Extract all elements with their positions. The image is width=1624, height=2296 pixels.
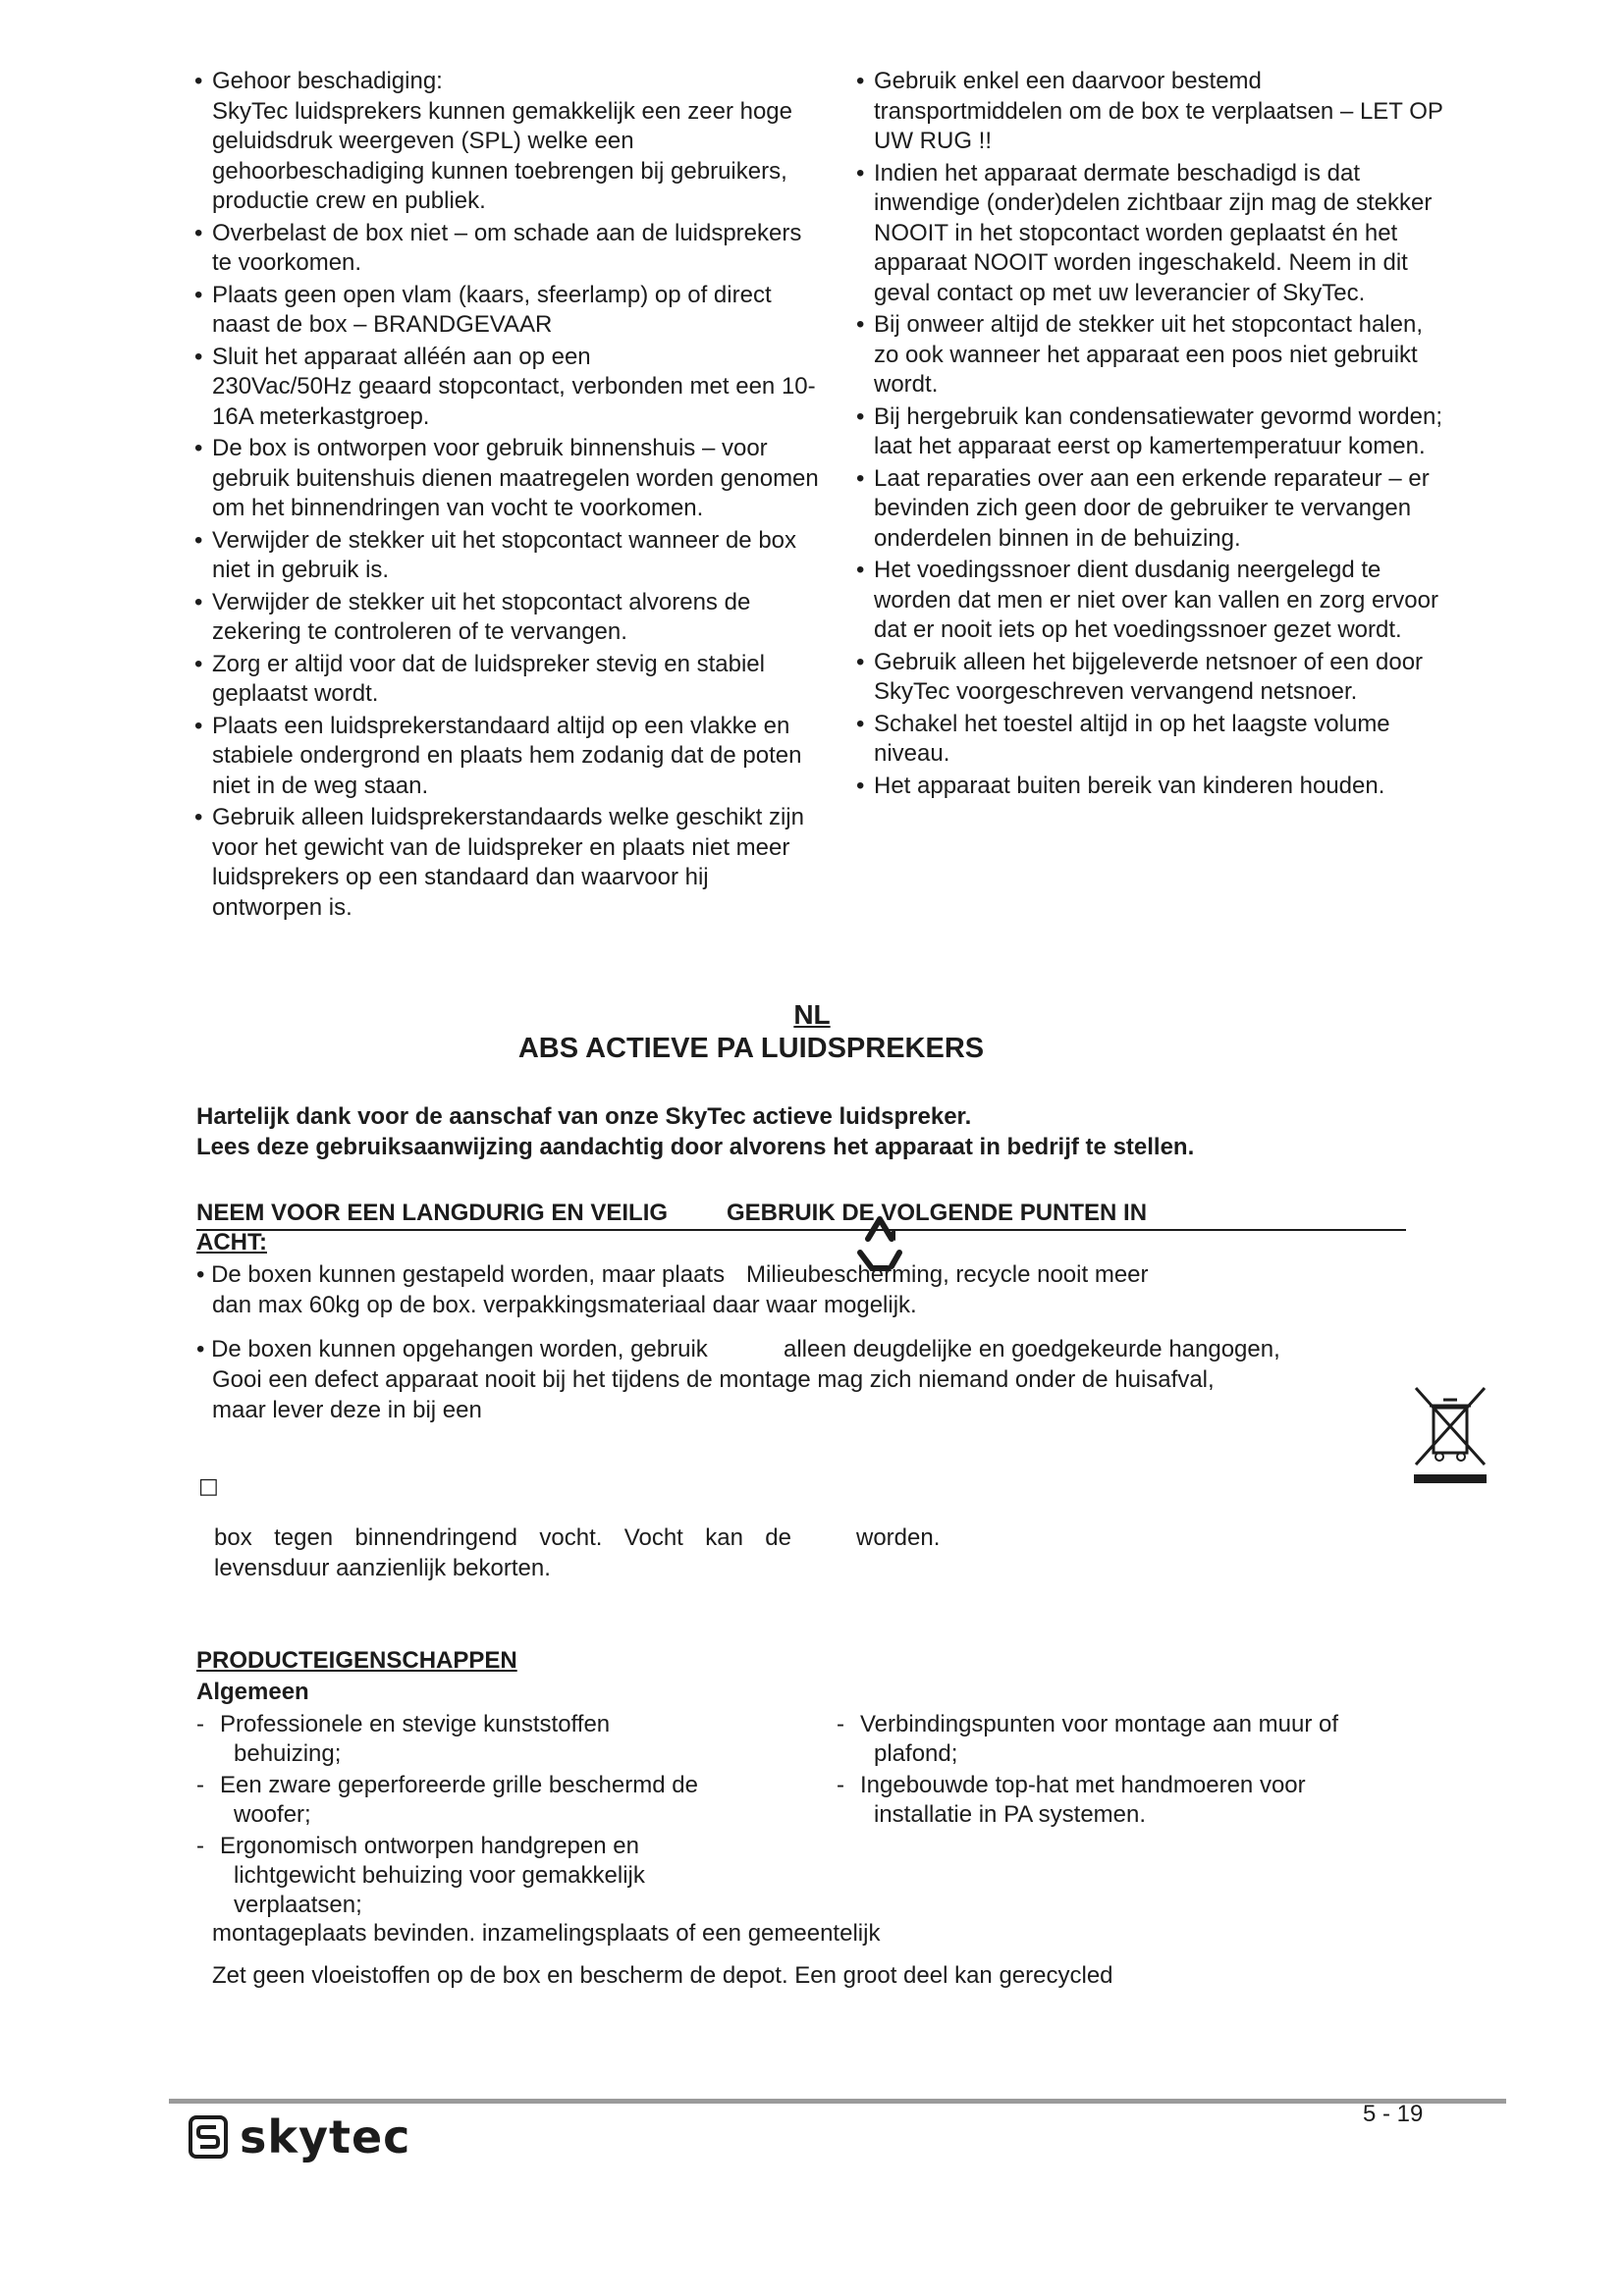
notice-line-3a: • De boxen kunnen opgehangen worden, gebruik [196, 1336, 708, 1362]
safety-item [194, 219, 823, 279]
safety-item [194, 343, 823, 433]
safety-item [194, 434, 823, 524]
safety-item-head: • Plaats geen open vlam (kaars, sfeerlamp) op of direct naast de box – BRANDGEVAAR [212, 281, 772, 338]
heading-underline-rule [196, 1229, 1406, 1231]
safety-item [194, 67, 823, 217]
property-item [196, 1771, 746, 1830]
property-item-rest: installatie in PA systemen. [874, 1801, 1147, 1828]
property-item-first: Ingebouwde top-hat met handmoeren voor [860, 1772, 1306, 1798]
notice-heading-part2: GEBRUIK DE VOLGENDE PUNTEN IN [727, 1200, 1148, 1226]
safety-item: • Laat reparaties over aan een erkende reparateur – er bevinden zich geen door de gebruiker te vervangen onderdelen binnen in de behuizing. [856, 464, 1445, 555]
safety-item-head: • Zorg er altijd voor dat de luidspreker stevig en stabiel geplaatst wordt. [212, 650, 765, 707]
safety-item: • Gebruik enkel een daarvoor bestemd transportmiddelen om de box te verplaatsen – LET OP UW RUG !! [856, 67, 1445, 157]
safety-item: • Bij onweer altijd de stekker uit het stopcontact halen, zo ook wanneer het apparaat een poos niet gebruikt wordt. [856, 310, 1445, 400]
property-item-rest: woofer; [234, 1801, 311, 1828]
page-title: ABS ACTIEVE PA LUIDSPREKERS [517, 1033, 985, 1064]
property-item-first: Professionele en stevige kunststoffen [220, 1711, 611, 1737]
safety-item [194, 650, 823, 710]
notice-line-2: dan max 60kg op de box. verpakkingsmateriaal daar waar mogelijk. [212, 1292, 917, 1318]
notice-line-4: Gooi een defect apparaat nooit bij het tijdens de montage mag zich niemand onder de huisafval, [212, 1366, 1215, 1393]
language-code: NL [793, 999, 831, 1030]
notice-line-3b: alleen deugdelijke en goedgekeurde hangogen, [784, 1336, 1280, 1362]
safety-item: • Het apparaat buiten bereik van kinderen houden. [856, 772, 1445, 802]
property-item-rest: lichtgewicht behuizing voor gemakkelijk verplaatsen; [234, 1862, 645, 1918]
properties-heading: PRODUCTEIGENSCHAPPEN [196, 1647, 517, 1674]
brand-name: skytec [240, 2110, 411, 2163]
page-number: 5 - 19 [1363, 2101, 1424, 2127]
safety-item-head: • De box is ontworpen voor gebruik binnenshuis – voor gebruik buitenshuis dienen maatregelen worden genomen om het binnendringen van vocht te voorkomen. [212, 435, 819, 521]
properties-tail-line-1: montageplaats bevinden. inzamelingsplaats of een gemeentelijk [212, 1920, 881, 1947]
property-item [196, 1710, 746, 1769]
notice-line-6-left: box tegen binnendringend vocht. Vocht kan de [214, 1524, 791, 1551]
notice-line-5: maar lever deze in bij een [212, 1397, 482, 1423]
properties-tail-line-2: Zet geen vloeistoffen op de box en bescherm de depot. Een groot deel kan gerecycled [212, 1962, 1113, 1989]
skytec-logo-icon [189, 2115, 228, 2159]
left-safety-column [194, 67, 823, 925]
property-item [837, 1771, 1406, 1830]
intro-text [196, 1101, 1194, 1162]
property-item-first: Een zware geperforeerde grille beschermd de [220, 1772, 698, 1798]
property-item [837, 1710, 1406, 1769]
checkbox-glyph: □ [198, 1474, 219, 1499]
properties-right-list [837, 1710, 1406, 1830]
notice-line-7: levensduur aanzienlijk bekorten. [214, 1555, 551, 1581]
property-item-first: Verbindingspunten voor montage aan muur of [860, 1711, 1338, 1737]
property-item-rest: behuizing; [234, 1740, 342, 1767]
notice-line-1a: • De boxen kunnen gestapeld worden, maar plaats [196, 1261, 726, 1288]
safety-item [194, 281, 823, 341]
property-item [196, 1832, 746, 1920]
safety-item-head: • Overbelast de box niet – om schade aan de luidsprekers te voorkomen. [212, 219, 802, 276]
right-safety-column [856, 67, 1445, 803]
safety-item: • Bij hergebruik kan condensatiewater gevormd worden; laat het apparaat eerst op kamertemperatuur komen. [856, 402, 1445, 462]
intro-line-1: Hartelijk dank voor de aanschaf van onze SkyTec actieve luidspreker. [196, 1103, 972, 1130]
right-safety-list [856, 67, 1445, 801]
safety-item [194, 588, 823, 648]
safety-item: • Het voedingssnoer dient dusdanig neergelegd te worden dat men er niet over kan vallen en zorg ervoor dat er nooit iets op het voedingssnoer gezet wordt. [856, 556, 1445, 646]
safety-item [194, 803, 823, 923]
footer-rule [169, 2099, 1506, 2104]
safety-item-head: • Gehoor beschadiging: [212, 68, 443, 94]
notice-line-3a-text: De boxen kunnen opgehangen worden, gebruik [211, 1336, 708, 1362]
safety-item-head: • Sluit het apparaat alléén aan op een [212, 343, 591, 370]
properties-subheading: Algemeen [196, 1679, 309, 1705]
property-item-first: Ergonomisch ontworpen handgrepen en [220, 1833, 639, 1859]
safety-item: • Schakel het toestel altijd in op het laagste volume niveau. [856, 710, 1445, 770]
safety-item: • Gebruik alleen het bijgeleverde netsnoer of een door SkyTec voorgeschreven vervangend netsnoer. [856, 648, 1445, 708]
safety-item-head: • Plaats een luidsprekerstandaard altijd op een vlakke en stabiele ondergrond en plaats hem zodanig dat de poten niet in de weg staan. [212, 712, 802, 799]
safety-item [194, 526, 823, 586]
safety-item-head: • Gebruik alleen luidsprekerstandaards welke geschikt zijn voor het gewicht van de luidspreker en plaats niet meer luidsprekers op een standaard dan waarvoor hij ontworpen is. [212, 804, 804, 921]
footer-logo [189, 2110, 410, 2163]
property-item-rest: plafond; [874, 1740, 958, 1767]
notice-line-1a-text: De boxen kunnen gestapeld worden, maar plaats [211, 1261, 726, 1288]
intro-line-2: Lees deze gebruiksaanwijzing aandachtig door alvorens het apparaat in bedrijf te stellen. [196, 1134, 1195, 1160]
safety-item-head: • Verwijder de stekker uit het stopcontact alvorens de zekering te controleren of te vervangen. [212, 588, 751, 645]
safety-item [194, 712, 823, 802]
crossed-bin-icon [1410, 1382, 1490, 1484]
safety-item-body: SkyTec luidsprekers kunnen gemakkelijk een zeer hoge geluidsdruk weergeven (SPL) welke een gehoorbeschadiging kunnen toebrengen bij gebruikers, productie crew en publiek. [212, 97, 792, 214]
left-safety-list [194, 67, 823, 923]
notice-heading-part3: ACHT: [196, 1229, 267, 1255]
properties-left-list [196, 1710, 746, 1920]
notice-line-6-right: worden. [856, 1524, 941, 1551]
properties-right-column [837, 1710, 1406, 1832]
properties-left-column [196, 1710, 746, 1922]
safety-item-head: • Verwijder de stekker uit het stopcontact wanneer de box niet in gebruik is. [212, 526, 797, 583]
safety-item-body: 230Vac/50Hz geaard stopcontact, verbonden met een 10-16A meterkastgroep. [212, 373, 816, 430]
safety-item: • Indien het apparaat dermate beschadigd is dat inwendige (onder)delen zichtbaar zijn mag de stekker NOOIT in het stopcontact worden geplaatst én het apparaat NOOIT worden ingeschakeld. Neem in dit geval contact op met uw leverancier of SkyTec. [856, 159, 1445, 309]
notice-heading-part1: NEEM VOOR EEN LANGDURIG EN VEILIG [196, 1200, 669, 1226]
notice-line-1b: Milieubescherming, recycle nooit meer [746, 1261, 1149, 1288]
